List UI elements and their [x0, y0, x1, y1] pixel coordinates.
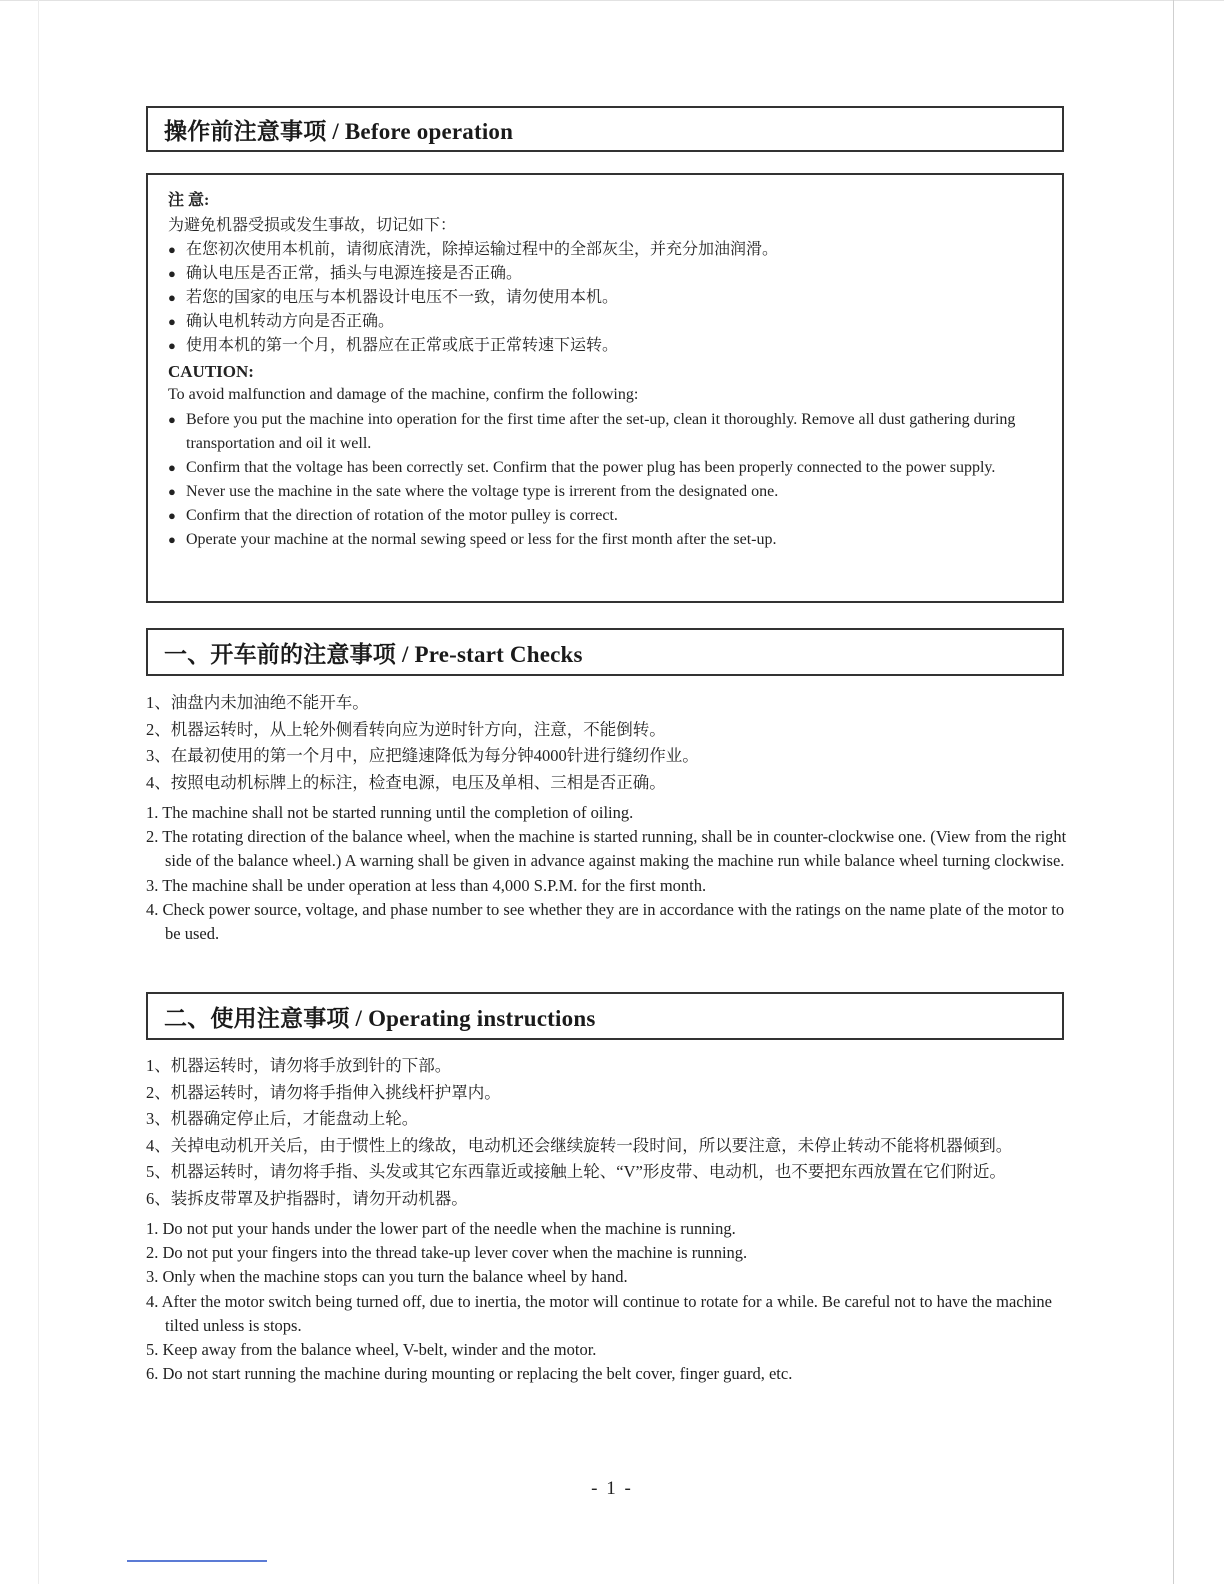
operating-instructions-content: [146, 1053, 1068, 1386]
cn-list-item: 5、机器运转时，请勿将手指、头发或其它东西靠近或接触上轮、“V”形皮带、电动机，也不要把东西放置在它们附近。: [146, 1162, 1006, 1181]
caution-box: [146, 173, 1064, 603]
section-heading-operating-instructions: 二、使用注意事项 / Operating instructions: [146, 992, 1064, 1040]
cn-list-item: 3、机器确定停止后，才能盘动上轮。: [146, 1109, 419, 1128]
cn-caution-bullet: ● 若您的国家的电压与本机器设计电压不一致，请勿使用本机。: [168, 286, 1044, 310]
cn-list-item: 2、机器运转时，从上轮外侧看转向应为逆时针方向，注意，不能倒转。: [146, 719, 666, 739]
cn-list-item: 6、装拆皮带罩及护指器时，请勿开动机器。: [146, 1188, 468, 1208]
footer-link-line[interactable]: [127, 1560, 267, 1562]
en-list-item: 2. The rotating direction of the balance wheel, when the machine is started running, shall be in counter-clockwise one. (View from the right side of the balance wheel.) A warning shall be given in advance against making the machine run while balance wheel turning clockwise.: [146, 827, 1067, 871]
cn-caution-bullet: ● 确认电机转动方向是否正确。: [168, 310, 1044, 334]
page-edge-left: [38, 0, 39, 1584]
en-list-item: 1. The machine shall not be started running until the completion of oiling.: [146, 803, 634, 822]
en-list-item: 5. Keep away from the balance wheel, V-belt, winder and the motor.: [146, 1340, 597, 1360]
pre-start-checks-content: [146, 690, 1068, 946]
section-heading-before-operation: 操作前注意事项 / Before operation: [146, 106, 1064, 152]
en-list-item: 4. Check power source, voltage, and phase number to see whether they are in accordance with the ratings on the name plate of the motor to be used.: [146, 899, 1065, 944]
en-caution-bullet: ● Never use the machine in the sate where the voltage type is irrerent from the designated one.: [168, 480, 1044, 504]
cn-caution-bullet: ● 在您初次使用本机前，请彻底清洗，除掉运输过程中的全部灰尘，并充分加油润滑。: [168, 238, 1044, 262]
page-edge-top: [0, 0, 1224, 1]
cn-list-item: 4、按照电动机标牌上的标注，检查电源，电压及单相、三相是否正确。: [146, 772, 666, 792]
en-list-item: 4. After the motor switch being turned off, due to inertia, the motor will continue to rotate for a while. Be careful not to have the machine tilted unless is stops.: [146, 1291, 1053, 1335]
en-caution-bullet: ● Operate your machine at the normal sewing speed or less for the first month after the set-up.: [168, 528, 1044, 552]
en-caution-label: CAUTION:: [168, 362, 254, 381]
cn-caution-label: 注 意:: [168, 192, 210, 209]
cn-caution-intro: 为避免机器受损或发生事故，切记如下：: [168, 216, 457, 234]
en-list-item: 3. The machine shall be under operation at less than 4,000 S.P.M. for the first month.: [146, 875, 707, 895]
en-caution-bullet: ● Confirm that the direction of rotation of the motor pulley is correct.: [168, 504, 1044, 528]
en-caution-bullet: ● Confirm that the voltage has been correctly set. Confirm that the power plug has been properly connected to the power supply.: [168, 456, 1044, 480]
cn-list-item: 1、油盘内未加油绝不能开车。: [146, 693, 369, 712]
cn-caution-bullet: ● 确认电压是否正常，插头与电源连接是否正确。: [168, 262, 1044, 286]
cn-list-item: 1、机器运转时，请勿将手放到针的下部。: [146, 1056, 452, 1075]
page-edge-right: [1173, 0, 1174, 1584]
en-caution-bullet: ● Before you put the machine into operation for the first time after the set-up, clean it thoroughly. Remove all dust gathering during transportation and oil it well.: [168, 408, 1044, 456]
cn-caution-bullet: ● 使用本机的第一个月，机器应在正常或底于正常转速下运转。: [168, 334, 1044, 358]
en-list-item: 2. Do not put your fingers into the thread take-up lever cover when the machine is running.: [146, 1243, 748, 1263]
cn-list-item: 4、关掉电动机开关后，由于惯性上的缘故，电动机还会继续旋转一段时间，所以要注意，未停止转动不能将机器倾到。: [146, 1135, 1013, 1155]
en-caution-intro: To avoid malfunction and damage of the machine, confirm the following:: [168, 386, 639, 403]
en-list-item: 3. Only when the machine stops can you turn the balance wheel by hand.: [146, 1267, 628, 1287]
cn-list-item: 3、在最初使用的第一个月中，应把缝速降低为每分钟4000针进行缝纫作业。: [146, 746, 699, 765]
section-heading-pre-start-checks: 一、开车前的注意事项 / Pre-start Checks: [146, 628, 1064, 676]
en-list-item: 1. Do not put your hands under the lower part of the needle when the machine is running.: [146, 1219, 736, 1238]
page-number: - 1 -: [591, 1478, 633, 1499]
cn-list-item: 2、机器运转时，请勿将手指伸入挑线杆护罩内。: [146, 1082, 501, 1102]
en-list-item: 6. Do not start running the machine during mounting or replacing the belt cover, finger guard, etc.: [146, 1364, 793, 1384]
